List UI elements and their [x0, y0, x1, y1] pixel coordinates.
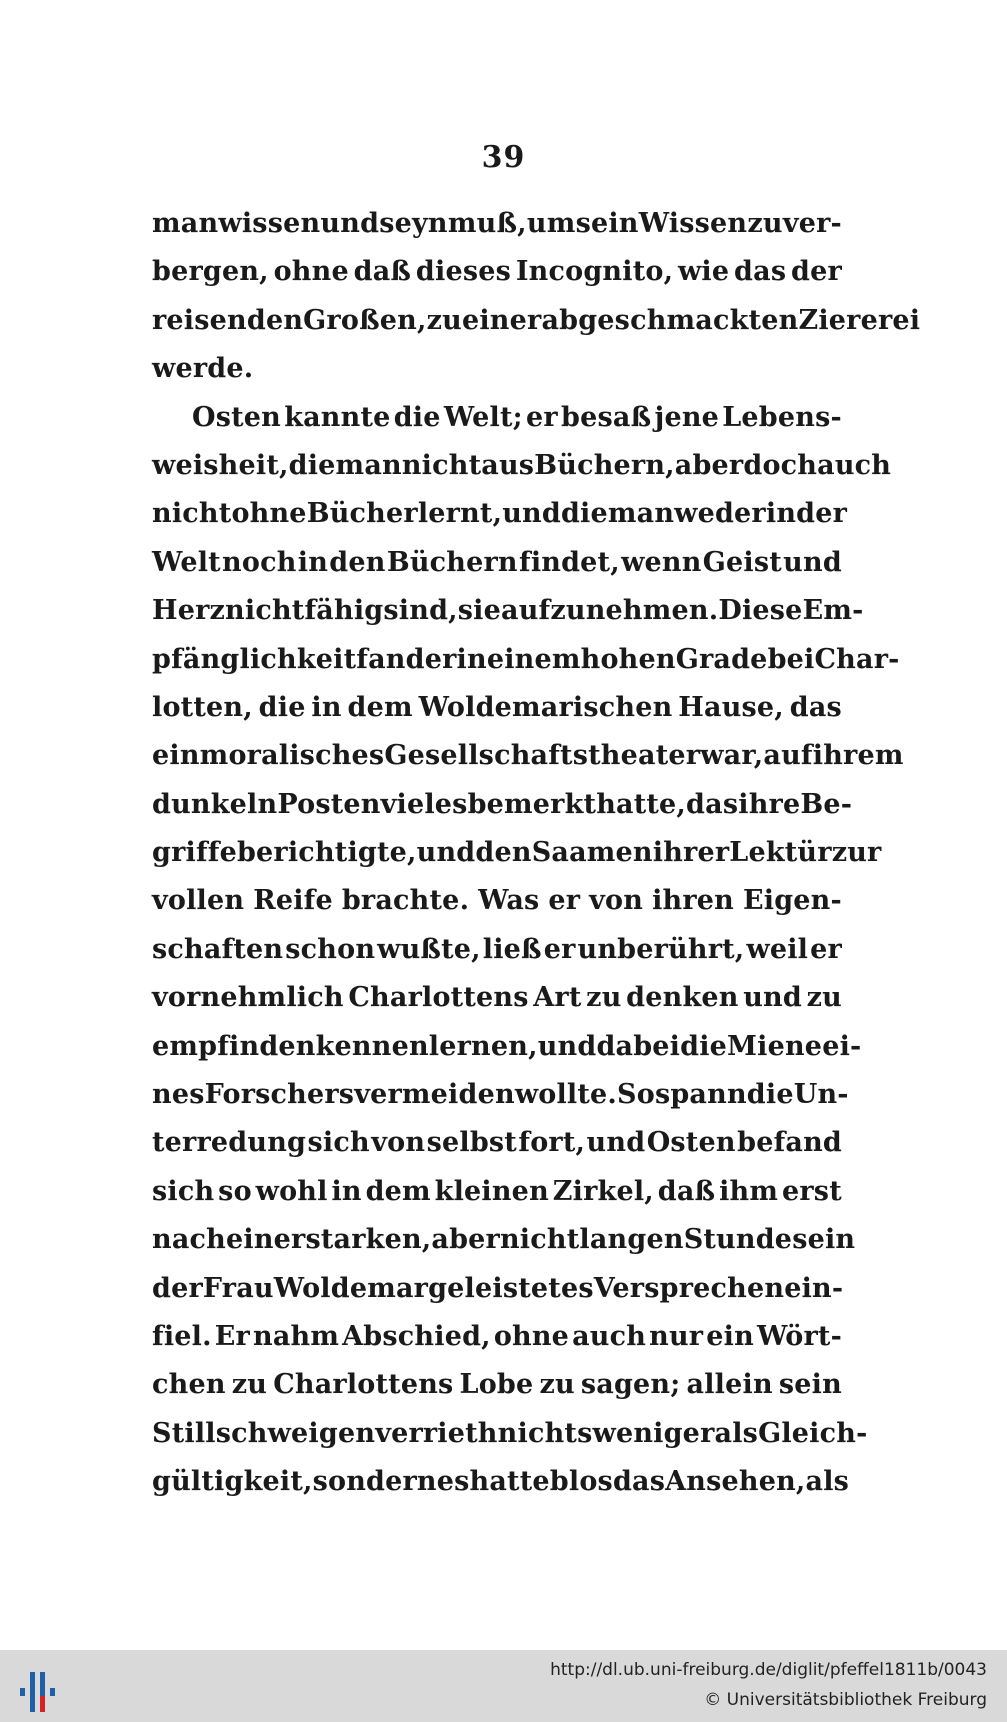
copyright-text: © Universitätsbibliothek Freiburg — [704, 1690, 987, 1710]
text-line: griffe berichtigte, und den Saamen ihrer Lektür zur — [152, 837, 882, 869]
ub-freiburg-logo-icon[interactable] — [16, 1668, 66, 1716]
body-text — [152, 200, 921, 1507]
text-line: weisheit, die man nicht aus Büchern, aber doch auch — [152, 449, 892, 481]
text-line: gültigkeit, sondern es hatte blos das Ansehen, als — [152, 1466, 850, 1498]
text-line: bergen, ohne daß dieses Incognito, wie das der — [152, 256, 842, 288]
text-line: dunkeln Posten vieles bemerkt hatte, das ihre Be- — [152, 788, 853, 820]
text-line: nicht ohne Bücher lernt, und die man weder in der — [152, 498, 848, 530]
text-line: Herz nicht fähig sind, sie aufzunehmen. Diese Em- — [152, 595, 864, 627]
text-line: schaften schon wußte, ließ er unberührt, weil er — [152, 933, 842, 965]
text-line: werde. — [152, 353, 254, 385]
text-line: chen zu Charlottens Lobe zu sagen; allein sein — [152, 1369, 842, 1401]
footer-bar — [0, 1650, 1007, 1722]
text-line: vornehmlich Charlottens Art zu denken und zu — [152, 982, 842, 1014]
text-line: der Frau Woldemar geleistetes Versprechen ein- — [152, 1272, 844, 1304]
text-line: pfänglichkeit fand er in einem hohen Grade bei Char- — [152, 643, 900, 675]
page-number: 39 — [481, 140, 526, 175]
text-line: ein moralisches Gesellschaftstheater war, auf ihrem — [152, 740, 904, 772]
text-line: sich so wohl in dem kleinen Zirkel, daß ihm erst — [152, 1175, 842, 1207]
text-line: vollen Reife brachte. Was er von ihren Eigen- — [152, 885, 842, 917]
text-line: empfinden kennen lernen, und dabei die Miene ei- — [152, 1030, 862, 1062]
text-line: terredung sich von selbst fort, und Osten befand — [152, 1127, 842, 1159]
text-line: man wissen und seyn muß, um sein Wissen zu ver- — [152, 208, 842, 239]
text-line: nes Forschers vermeiden wollte. So spann die Un- — [152, 1079, 849, 1111]
text-line: fiel. Er nahm Abschied, ohne auch nur ein Wört- — [152, 1320, 842, 1352]
text-line: lotten, die in dem Woldemarischen Hause, das — [152, 691, 842, 723]
text-line: reisenden Großen, zu einer abgeschmackten Ziererei — [152, 304, 921, 336]
text-line: Osten kannte die Welt; er besaß jene Lebens- — [192, 401, 842, 433]
text-line: Welt noch in den Büchern findet, wenn Geist und — [152, 546, 842, 578]
text-line: Stillschweigen verrieth nichts weniger als Gleich- — [152, 1417, 868, 1449]
source-url-link[interactable]: http://dl.ub.uni-freiburg.de/diglit/pfeffel1811b/0043 — [550, 1660, 987, 1680]
text-line: nach einer starken, aber nicht langen Stunde sein — [152, 1224, 856, 1256]
